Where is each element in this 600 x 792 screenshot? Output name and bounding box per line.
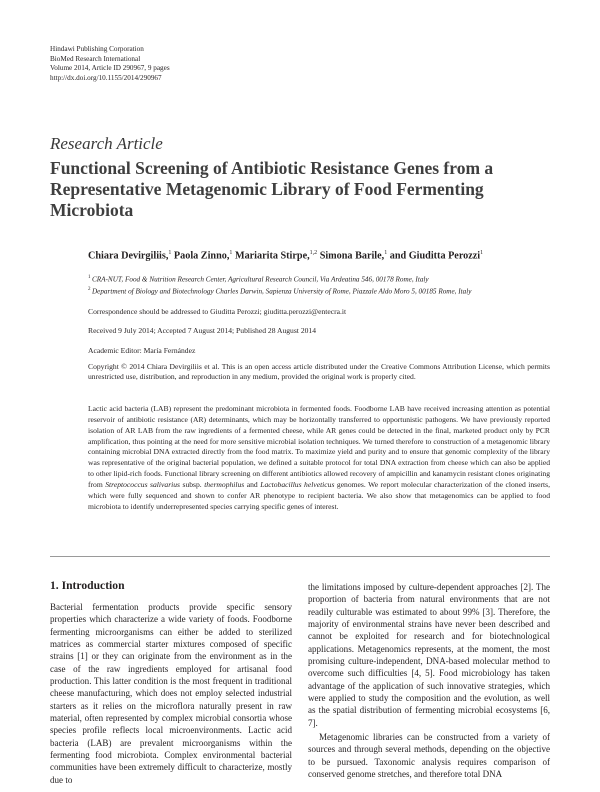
abstract-text: genomes. We report molecular characterization of the cloned inserts, which were fully sequenced and shown to confer AR phenotype to recipient bacteria. We also show that metagenomics can be applied to food microbiota to identify underrepresented species carrying specific genes of interest. xyxy=(88,479,550,511)
author-name: Paola Zinno, xyxy=(173,250,230,262)
volume-line: Volume 2014, Article ID 290967, 9 pages xyxy=(50,64,170,73)
body-paragraph: Bacterial fermentation products provide specific sensory properties which characterize a wide variety of foods. Foodborne fermenting microorganisms can either be added to sterilized matrices as commercial starter mixtures composed of specific strains [1] or they can originate from the environment as in the case of the raw ingredients employed for artisanal food production. This latter condition is the most frequent in traditional cheese manufacturing, which does not employ selected industrial starters as it relies on the microflora naturally present in raw material, often represented by complex microbial consortia whose species profile reflects local microenvironments. Lactic acid bacteria (LAB) are prevalent microorganisms within the fermenting food microbiota. Complex environmental bacterial communities have been extremely difficult to characterize, mostly due to xyxy=(50,602,292,785)
section-heading-introduction: 1. Introduction xyxy=(50,579,125,592)
affiliation-mark: 1 xyxy=(88,275,91,280)
affiliation-text: CRA-NUT, Food & Nutrition Research Center, Agricultural Research Council, Via Ardeatina 546, 00178 Rome, Italy xyxy=(91,275,429,284)
author-list xyxy=(88,250,558,261)
affiliation-text: Department of Biology and Biotechnology Charles Darwin, Sapienza University of Rome, Piazzale Aldo Moro 5, 00185 Rome, Italy xyxy=(91,287,472,296)
section-divider xyxy=(50,556,550,557)
affiliations xyxy=(88,273,550,297)
affiliation-line xyxy=(88,273,550,285)
abstract-text: and xyxy=(244,479,261,489)
author-name: Simona Barile, xyxy=(319,250,385,262)
publication-dates: Received 9 July 2014; Accepted 7 August 2014; Published 28 August 2014 xyxy=(88,326,317,335)
publisher-name: Hindawi Publishing Corporation xyxy=(50,45,144,53)
journal-header xyxy=(50,45,170,83)
body-paragraph: Metagenomic libraries can be constructed from a variety of sources and through several methods, depending on the objective to be pursued. Taxonomic analysis requires comparison of conserved genome stretches, and therefore total DNA xyxy=(308,732,550,780)
introduction-left-column xyxy=(50,601,292,786)
introduction-right-column xyxy=(308,581,550,781)
abstract-text: subsp. xyxy=(180,479,205,489)
author-name: and Giuditta Perozzi xyxy=(389,250,481,262)
abstract-text: Lactic acid bacteria (LAB) represent the predominant microbiota in fermented foods. Foodborne LAB have received increasing attention as potential reservoir of antibiotic resistance (AR) determinants, which may be horizontally transferred to opportunistic pathogens. We have previously reported isolation of AR LAB from the raw ingredients of a fermented cheese, while AR genes could be detected in the final, marketed product only by PCR amplification, thus pointing at the need for more sensitive microbial isolation techniques. We turned therefore to construction of a metagenomic library containing microbial DNA extracted directly from the food matrix. To maximize yield and purity and to ensure that genomic complexity of the library was representative of the original bacterial population, we defined a suitable protocol for total DNA extraction from cheese which can also be applied to other lipid-rich foods. Functional library screening on different antibiotics allowed recovery of ampicillin and kanamycin resistant clones originating from xyxy=(88,404,550,489)
doi-link[interactable]: http://dx.doi.org/10.1155/2014/290967 xyxy=(50,73,162,82)
species-name: Lactobacillus helveticus xyxy=(260,479,335,489)
author-affiliation-mark: 1 xyxy=(229,250,233,256)
correspondence: Correspondence should be addressed to Giuditta Perozzi; giuditta.perozzi@entecra.it xyxy=(88,307,347,316)
author-affiliation-mark: 1,2 xyxy=(309,250,318,256)
author-affiliation-mark: 1 xyxy=(480,250,484,256)
body-paragraph: the limitations imposed by culture-dependent approaches [2]. The proportion of bacteria from natural environments that are not readily culturable was estimated to about 99% [3]. Therefore, the majority of environmental strains have never been described and cannot be exploited for research and for biotechnological applications. Metagenomics represents, at the moment, the most promising culture-independent, DNA-based molecular method to overcome such difficulties [4, 5]. Food microbiology has taken advantage of the application of such innovative strategies, which were applied to study the composition and the evolution, as well as the spatial distribution of fermenting microbial ecosystems [6, 7]. xyxy=(308,582,550,728)
paper-title: Functional Screening of Antibiotic Resistance Genes from a Representative Metagenomic Library of Food Fermenting Microbiota xyxy=(50,158,494,220)
author-name: Mariarita Stirpe, xyxy=(234,250,310,262)
abstract xyxy=(88,404,550,512)
article-type: Research Article xyxy=(50,134,163,153)
journal-name: BioMed Research International xyxy=(50,54,141,63)
copyright-notice: Copyright © 2014 Chiara Devirgiliis et al. This is an open access article distributed under the Creative Commons Attribution License, which permits unrestricted use, distribution, and reproduction in any medium, provided the original work is properly cited. xyxy=(88,362,550,382)
author-name: Chiara Devirgiliis, xyxy=(88,250,169,262)
author-affiliation-mark: 1 xyxy=(384,250,388,256)
species-name: Streptococcus salivarius xyxy=(105,479,181,489)
species-name: thermophilus xyxy=(204,479,245,489)
affiliation-mark: 2 xyxy=(88,286,91,292)
author-affiliation-mark: 1 xyxy=(168,250,172,256)
affiliation-line xyxy=(88,285,550,297)
academic-editor: Academic Editor: María Fernández xyxy=(88,346,196,355)
